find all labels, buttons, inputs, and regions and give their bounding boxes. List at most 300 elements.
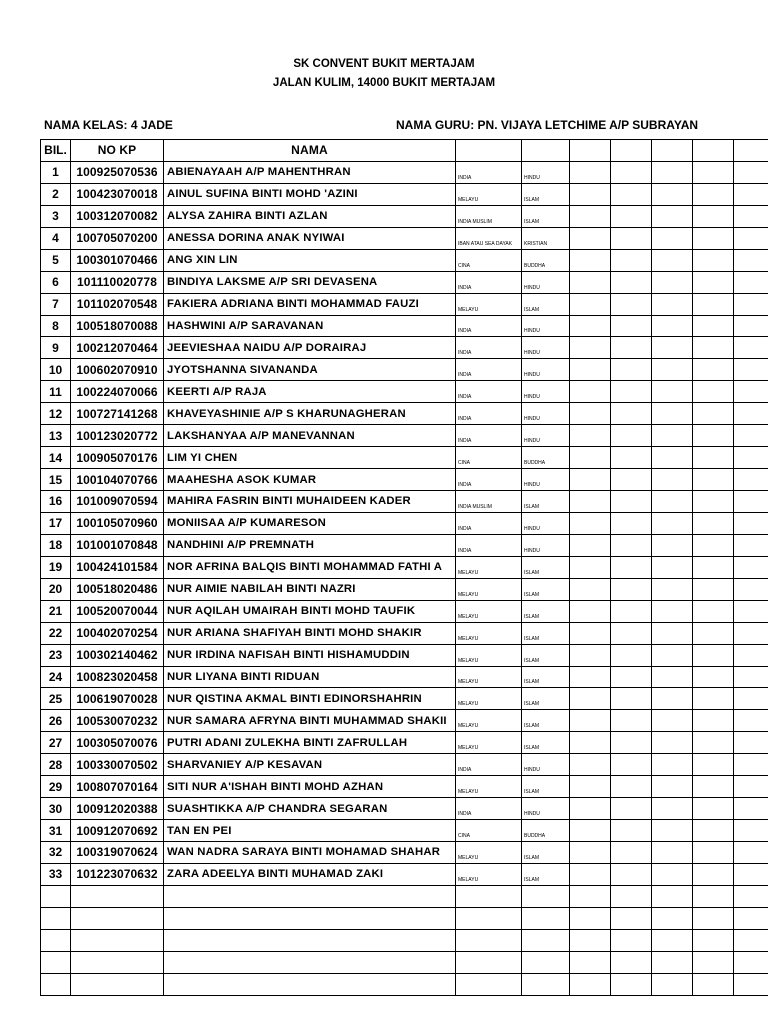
blank-cell	[570, 688, 611, 710]
blank-cell	[611, 293, 652, 315]
table-row	[41, 227, 768, 249]
race-cell: CINA	[456, 249, 522, 271]
blank-cell	[693, 381, 734, 403]
religion-cell: HINDU	[522, 425, 570, 447]
blank-cell	[652, 622, 693, 644]
race-cell: INDIA	[456, 315, 522, 337]
race-cell: MELAYU	[456, 732, 522, 754]
table-row	[41, 622, 768, 644]
table-row	[41, 798, 768, 820]
blank-cell	[611, 556, 652, 578]
religion-cell: ISLAM	[522, 842, 570, 864]
ic-number-cell: 100123020772	[71, 425, 164, 447]
blank-cell	[652, 534, 693, 556]
blank-cell	[734, 732, 768, 754]
blank-cell	[570, 951, 611, 973]
race-cell	[456, 885, 522, 907]
table-row	[41, 161, 768, 183]
teacher-name-label: NAMA GURU: PN. VIJAYA LETCHIME A/P SUBRAYAN	[396, 118, 699, 132]
student-name-cell: NUR AIMIE NABILAH BINTI NAZRI	[164, 578, 456, 600]
blank-cell	[734, 973, 768, 995]
row-number-cell: 19	[41, 556, 71, 578]
row-number-cell: 23	[41, 644, 71, 666]
student-name-cell: PUTRI ADANI ZULEKHA BINTI ZAFRULLAH	[164, 732, 456, 754]
blank-cell	[693, 315, 734, 337]
blank-cell	[611, 337, 652, 359]
blank-cell	[652, 907, 693, 929]
column-header-bil: BIL.	[41, 140, 71, 162]
race-cell: CINA	[456, 447, 522, 469]
blank-cell	[652, 271, 693, 293]
blank-cell	[611, 754, 652, 776]
student-name-cell: TAN EN PEI	[164, 820, 456, 842]
blank-cell	[652, 842, 693, 864]
column-header-blank	[652, 140, 693, 162]
religion-cell: ISLAM	[522, 293, 570, 315]
blank-cell	[693, 359, 734, 381]
religion-cell: ISLAM	[522, 710, 570, 732]
blank-cell	[611, 798, 652, 820]
race-cell	[456, 973, 522, 995]
blank-cell	[611, 600, 652, 622]
blank-cell	[570, 271, 611, 293]
blank-cell	[693, 863, 734, 885]
race-cell: MELAYU	[456, 556, 522, 578]
student-name-cell: HASHWINI A/P SARAVANAN	[164, 315, 456, 337]
blank-cell	[734, 359, 768, 381]
race-cell: CINA	[456, 820, 522, 842]
blank-cell	[652, 512, 693, 534]
religion-cell: HINDU	[522, 403, 570, 425]
race-cell: MELAYU	[456, 293, 522, 315]
race-cell: INDIA	[456, 403, 522, 425]
ic-number-cell: 100807070164	[71, 776, 164, 798]
table-row	[41, 732, 768, 754]
blank-cell	[734, 776, 768, 798]
student-name-cell: MAAHESHA ASOK KUMAR	[164, 469, 456, 491]
blank-cell	[652, 556, 693, 578]
row-number-cell: 16	[41, 491, 71, 513]
ic-number-cell: 101223070632	[71, 863, 164, 885]
student-roster-table	[40, 139, 768, 996]
race-cell: MELAYU	[456, 622, 522, 644]
blank-cell	[693, 491, 734, 513]
blank-cell	[693, 578, 734, 600]
race-cell: INDIA	[456, 425, 522, 447]
table-row	[41, 491, 768, 513]
blank-cell	[693, 534, 734, 556]
table-row	[41, 315, 768, 337]
student-name-cell: MONIISAA A/P KUMARESON	[164, 512, 456, 534]
blank-cell	[652, 863, 693, 885]
blank-cell	[570, 293, 611, 315]
student-name-cell: LIM YI CHEN	[164, 447, 456, 469]
religion-cell: HINDU	[522, 161, 570, 183]
blank-cell	[652, 315, 693, 337]
row-number-cell: 15	[41, 469, 71, 491]
blank-cell	[570, 403, 611, 425]
student-name-cell: NOR AFRINA BALQIS BINTI MOHAMMAD FATHI A	[164, 556, 456, 578]
ic-number-cell: 100330070502	[71, 754, 164, 776]
ic-number-cell: 100104070766	[71, 469, 164, 491]
blank-cell	[652, 381, 693, 403]
blank-cell	[611, 907, 652, 929]
blank-cell	[611, 403, 652, 425]
blank-cell	[652, 469, 693, 491]
race-cell: INDIA MUSLIM	[456, 205, 522, 227]
column-header-blank	[693, 140, 734, 162]
student-name-cell: WAN NADRA SARAYA BINTI MOHAMAD SHAHAR	[164, 842, 456, 864]
student-name-cell: MAHIRA FASRIN BINTI MUHAIDEEN KADER	[164, 491, 456, 513]
blank-cell	[570, 161, 611, 183]
blank-cell	[611, 534, 652, 556]
blank-cell	[611, 666, 652, 688]
blank-cell	[693, 161, 734, 183]
table-row	[41, 381, 768, 403]
column-header-nama: NAMA	[164, 140, 456, 162]
student-name-cell	[164, 929, 456, 951]
blank-cell	[570, 249, 611, 271]
row-number-cell: 8	[41, 315, 71, 337]
blank-cell	[734, 271, 768, 293]
blank-cell	[570, 337, 611, 359]
race-cell: MELAYU	[456, 776, 522, 798]
blank-cell	[734, 293, 768, 315]
blank-cell	[611, 425, 652, 447]
ic-number-cell: 100602070910	[71, 359, 164, 381]
blank-cell	[570, 491, 611, 513]
blank-cell	[611, 271, 652, 293]
blank-cell	[693, 732, 734, 754]
religion-cell: HINDU	[522, 381, 570, 403]
blank-cell	[652, 425, 693, 447]
student-name-cell: NUR ARIANA SHAFIYAH BINTI MOHD SHAKIR	[164, 622, 456, 644]
blank-cell	[734, 666, 768, 688]
blank-cell	[693, 600, 734, 622]
blank-cell	[693, 688, 734, 710]
ic-number-cell: 101102070548	[71, 293, 164, 315]
race-cell: INDIA	[456, 534, 522, 556]
row-number-cell: 6	[41, 271, 71, 293]
blank-cell	[693, 798, 734, 820]
blank-cell	[652, 732, 693, 754]
blank-cell	[693, 929, 734, 951]
blank-cell	[734, 578, 768, 600]
table-row	[41, 249, 768, 271]
blank-cell	[734, 951, 768, 973]
blank-cell	[570, 798, 611, 820]
row-number-cell: 30	[41, 798, 71, 820]
blank-cell	[570, 578, 611, 600]
religion-cell: HINDU	[522, 534, 570, 556]
table-row	[41, 929, 768, 951]
blank-cell	[611, 732, 652, 754]
blank-cell	[652, 688, 693, 710]
blank-cell	[611, 863, 652, 885]
blank-cell	[611, 359, 652, 381]
student-name-cell: KHAVEYASHINIE A/P S KHARUNAGHERAN	[164, 403, 456, 425]
blank-cell	[570, 776, 611, 798]
table-row	[41, 578, 768, 600]
row-number-cell: 7	[41, 293, 71, 315]
column-header-blank	[734, 140, 768, 162]
blank-cell	[693, 469, 734, 491]
blank-cell	[611, 161, 652, 183]
column-header-blank	[522, 140, 570, 162]
blank-cell	[734, 227, 768, 249]
ic-number-cell: 101009070594	[71, 491, 164, 513]
table-row	[41, 183, 768, 205]
row-number-cell: 24	[41, 666, 71, 688]
blank-cell	[734, 842, 768, 864]
race-cell: INDIA	[456, 337, 522, 359]
blank-cell	[570, 556, 611, 578]
blank-cell	[611, 381, 652, 403]
ic-number-cell: 100518020486	[71, 578, 164, 600]
blank-cell	[570, 469, 611, 491]
blank-cell	[570, 732, 611, 754]
blank-cell	[734, 644, 768, 666]
column-header-blank	[456, 140, 522, 162]
blank-cell	[652, 754, 693, 776]
blank-cell	[734, 337, 768, 359]
blank-cell	[734, 381, 768, 403]
religion-cell: HINDU	[522, 469, 570, 491]
religion-cell: ISLAM	[522, 556, 570, 578]
blank-cell	[652, 885, 693, 907]
religion-cell: HINDU	[522, 798, 570, 820]
blank-cell	[693, 227, 734, 249]
blank-cell	[652, 183, 693, 205]
row-number-cell: 27	[41, 732, 71, 754]
blank-cell	[734, 491, 768, 513]
row-number-cell: 14	[41, 447, 71, 469]
blank-cell	[570, 183, 611, 205]
table-row	[41, 293, 768, 315]
row-number-cell: 4	[41, 227, 71, 249]
blank-cell	[693, 754, 734, 776]
table-row	[41, 556, 768, 578]
race-cell: MELAYU	[456, 644, 522, 666]
blank-cell	[693, 973, 734, 995]
row-number-cell: 5	[41, 249, 71, 271]
row-number-cell: 22	[41, 622, 71, 644]
blank-cell	[652, 951, 693, 973]
blank-cell	[611, 183, 652, 205]
blank-cell	[734, 403, 768, 425]
blank-cell	[570, 622, 611, 644]
blank-cell	[570, 315, 611, 337]
table-row	[41, 205, 768, 227]
blank-cell	[611, 622, 652, 644]
row-number-cell	[41, 885, 71, 907]
school-address: JALAN KULIM, 14000 BUKIT MERTAJAM	[272, 77, 496, 89]
religion-cell: HINDU	[522, 754, 570, 776]
religion-cell: HINDU	[522, 359, 570, 381]
blank-cell	[693, 556, 734, 578]
row-number-cell: 28	[41, 754, 71, 776]
blank-cell	[570, 644, 611, 666]
ic-number-cell: 100105070960	[71, 512, 164, 534]
blank-cell	[734, 710, 768, 732]
ic-number-cell	[71, 907, 164, 929]
religion-cell: HINDU	[522, 337, 570, 359]
school-name: SK CONVENT BUKIT MERTAJAM	[293, 58, 475, 70]
blank-cell	[652, 227, 693, 249]
row-number-cell: 26	[41, 710, 71, 732]
religion-cell: HINDU	[522, 271, 570, 293]
student-name-cell: SUASHTIKKA A/P CHANDRA SEGARAN	[164, 798, 456, 820]
student-name-cell: NUR SAMARA AFRYNA BINTI MUHAMMAD SHAKII	[164, 710, 456, 732]
row-number-cell: 3	[41, 205, 71, 227]
table-row	[41, 425, 768, 447]
student-name-cell: SHARVANIEY A/P KESAVAN	[164, 754, 456, 776]
ic-number-cell: 100212070464	[71, 337, 164, 359]
blank-cell	[611, 885, 652, 907]
blank-cell	[734, 469, 768, 491]
ic-number-cell: 100319070624	[71, 842, 164, 864]
blank-cell	[652, 491, 693, 513]
blank-cell	[570, 842, 611, 864]
row-number-cell: 21	[41, 600, 71, 622]
blank-cell	[734, 863, 768, 885]
blank-cell	[611, 951, 652, 973]
race-cell: MELAYU	[456, 688, 522, 710]
student-name-cell: ZARA ADEELYA BINTI MUHAMAD ZAKI	[164, 863, 456, 885]
table-row	[41, 776, 768, 798]
roster-body	[41, 161, 768, 995]
religion-cell: HINDU	[522, 315, 570, 337]
religion-cell: ISLAM	[522, 776, 570, 798]
blank-cell	[652, 820, 693, 842]
student-name-cell	[164, 907, 456, 929]
blank-cell	[652, 710, 693, 732]
blank-cell	[570, 447, 611, 469]
race-cell: MELAYU	[456, 578, 522, 600]
religion-cell	[522, 973, 570, 995]
student-name-cell: NUR LIYANA BINTI RIDUAN	[164, 666, 456, 688]
ic-number-cell	[71, 929, 164, 951]
table-row	[41, 951, 768, 973]
blank-cell	[611, 447, 652, 469]
table-header-row	[41, 140, 768, 162]
religion-cell: ISLAM	[522, 183, 570, 205]
blank-cell	[693, 249, 734, 271]
ic-number-cell: 100705070200	[71, 227, 164, 249]
ic-number-cell	[71, 951, 164, 973]
blank-cell	[693, 644, 734, 666]
race-cell: INDIA	[456, 512, 522, 534]
ic-number-cell: 100520070044	[71, 600, 164, 622]
blank-cell	[652, 644, 693, 666]
student-name-cell	[164, 973, 456, 995]
blank-cell	[734, 907, 768, 929]
blank-cell	[693, 425, 734, 447]
race-cell: MELAYU	[456, 183, 522, 205]
race-cell: INDIA	[456, 798, 522, 820]
blank-cell	[611, 491, 652, 513]
student-name-cell: BINDIYA LAKSME A/P SRI DEVASENA	[164, 271, 456, 293]
ic-number-cell: 100423070018	[71, 183, 164, 205]
blank-cell	[611, 578, 652, 600]
student-name-cell: ANG XIN LIN	[164, 249, 456, 271]
row-number-cell: 17	[41, 512, 71, 534]
blank-cell	[652, 161, 693, 183]
religion-cell	[522, 951, 570, 973]
student-name-cell: KEERTI A/P RAJA	[164, 381, 456, 403]
blank-cell	[611, 205, 652, 227]
blank-cell	[734, 600, 768, 622]
race-cell: INDIA	[456, 359, 522, 381]
student-name-cell: NANDHINI A/P PREMNATH	[164, 534, 456, 556]
blank-cell	[611, 842, 652, 864]
row-number-cell: 13	[41, 425, 71, 447]
table-row	[41, 710, 768, 732]
blank-cell	[693, 183, 734, 205]
row-number-cell: 18	[41, 534, 71, 556]
religion-cell: BUDDHA	[522, 447, 570, 469]
blank-cell	[652, 337, 693, 359]
ic-number-cell: 100619070028	[71, 688, 164, 710]
class-name-label: NAMA KELAS: 4 JADE	[44, 118, 173, 132]
student-name-cell: ALYSA ZAHIRA BINTI AZLAN	[164, 205, 456, 227]
column-header-blank	[611, 140, 652, 162]
blank-cell	[652, 666, 693, 688]
race-cell: MELAYU	[456, 600, 522, 622]
race-cell: INDIA MUSLIM	[456, 491, 522, 513]
blank-cell	[734, 249, 768, 271]
religion-cell: ISLAM	[522, 732, 570, 754]
blank-cell	[734, 688, 768, 710]
table-row	[41, 337, 768, 359]
table-row	[41, 447, 768, 469]
blank-cell	[652, 293, 693, 315]
table-row	[41, 863, 768, 885]
student-name-cell: LAKSHANYAA A/P MANEVANNAN	[164, 425, 456, 447]
religion-cell: ISLAM	[522, 578, 570, 600]
student-name-cell: SITI NUR A'ISHAH BINTI MOHD AZHAN	[164, 776, 456, 798]
student-name-cell: ANESSA DORINA ANAK NYIWAI	[164, 227, 456, 249]
blank-cell	[570, 754, 611, 776]
blank-cell	[652, 929, 693, 951]
blank-cell	[570, 885, 611, 907]
table-row	[41, 842, 768, 864]
blank-cell	[570, 534, 611, 556]
row-number-cell: 25	[41, 688, 71, 710]
ic-number-cell: 100925070536	[71, 161, 164, 183]
blank-cell	[734, 447, 768, 469]
race-cell	[456, 929, 522, 951]
ic-number-cell: 100530070232	[71, 710, 164, 732]
table-row	[41, 469, 768, 491]
blank-cell	[734, 425, 768, 447]
religion-cell: BUDDHA	[522, 820, 570, 842]
blank-cell	[570, 205, 611, 227]
ic-number-cell: 100402070254	[71, 622, 164, 644]
blank-cell	[693, 293, 734, 315]
ic-number-cell: 100727141268	[71, 403, 164, 425]
blank-cell	[611, 469, 652, 491]
blank-cell	[693, 271, 734, 293]
blank-cell	[652, 447, 693, 469]
race-cell: IBAN ATAU SEA DAYAK	[456, 227, 522, 249]
student-name-cell: NUR QISTINA AKMAL BINTI EDINORSHAHRIN	[164, 688, 456, 710]
blank-cell	[570, 600, 611, 622]
blank-cell	[611, 227, 652, 249]
row-number-cell: 32	[41, 842, 71, 864]
blank-cell	[734, 556, 768, 578]
religion-cell: ISLAM	[522, 863, 570, 885]
